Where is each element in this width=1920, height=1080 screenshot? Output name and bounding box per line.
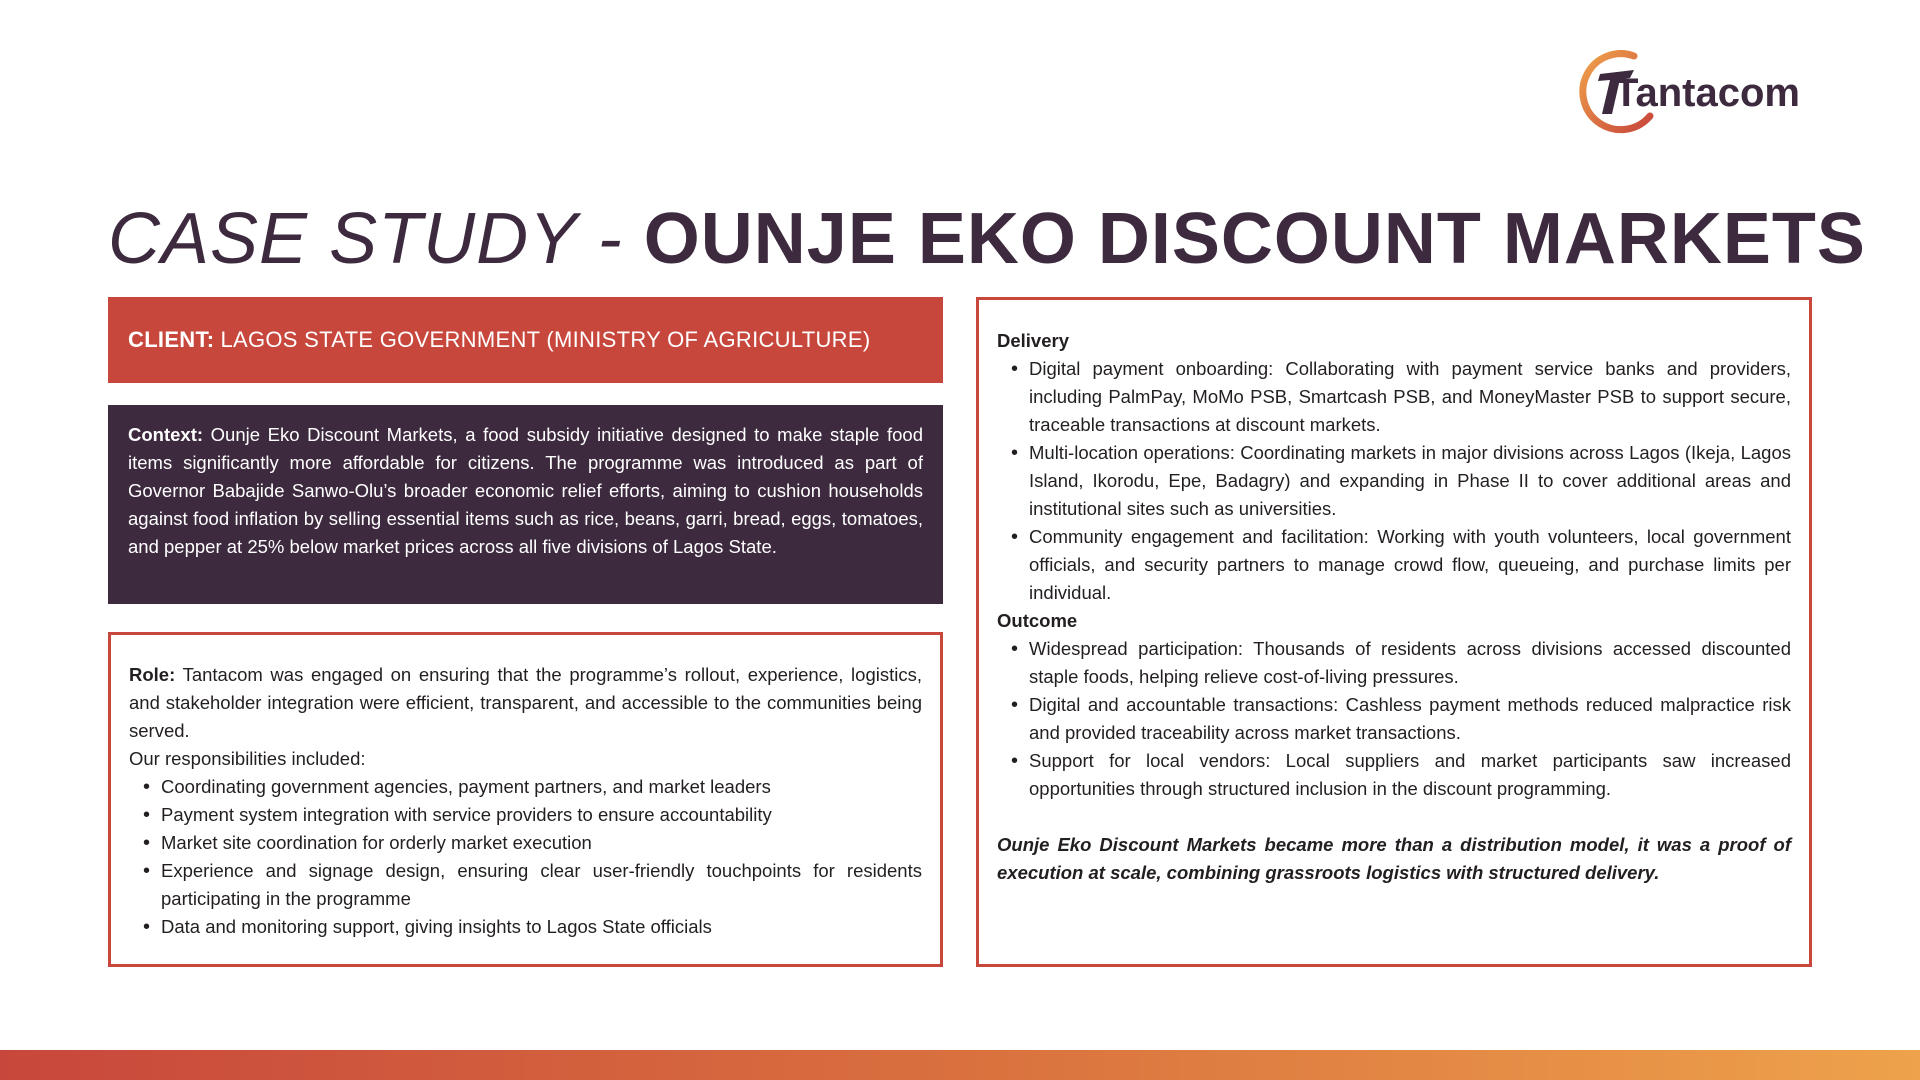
outcome-list [1011,635,1791,803]
outcome-heading: Outcome [997,610,1078,631]
role-box [108,632,943,967]
list-item: • Digital and accountable transactions: Cashless payment methods reduced malpractice risk and provided traceability across market transactions. [1011,691,1791,747]
client-label: CLIENT: [128,327,215,352]
list-item: • Payment system integration with service providers to ensure accountability [143,801,922,829]
delivery-list [1011,355,1791,607]
page-title [108,196,1866,282]
client-banner [108,297,943,383]
context-box [108,405,943,604]
role-label: Role: [129,664,176,685]
responsibilities-list [143,773,922,941]
tantacom-logo [1576,48,1814,138]
role-paragraph [129,661,922,745]
title-prefix: CASE STUDY - [108,199,644,279]
list-item: • Coordinating government agencies, payment partners, and market leaders [143,773,922,801]
list-item: • Data and monitoring support, giving insights to Lagos State officials [143,913,922,941]
context-text: Ounje Eko Discount Markets, a food subsidy initiative designed to make staple food items significantly more affordable for citizens. The programme was introduced as part of Governor Babajide Sanwo-Olu’s broader economic relief efforts, aiming to cushion households against food inflation by selling essential items such as rice, beans, garri, bread, eggs, tomatoes, and pepper at 25% below market prices across all five divisions of Lagos State. [128,424,923,557]
role-text: Tantacom was engaged on ensuring that the programme’s rollout, experience, logistics, and stakeholder integration were efficient, transparent, and accessible to the communities being served. [129,664,922,741]
logo-wordmark: Tantacom [1614,71,1800,115]
title-main: OUNJE EKO DISCOUNT MARKETS [643,199,1866,279]
context-label: Context: [128,424,204,445]
list-item: • Market site coordination for orderly market execution [143,829,922,857]
responsibilities-intro: Our responsibilities included: [129,748,366,769]
delivery-outcome-box [976,297,1812,967]
summary-statement: Ounje Eko Discount Markets became more than a distribution model, it was a proof of execution at scale, combining grassroots logistics with structured delivery. [997,834,1791,883]
list-item: • Community engagement and facilitation: Working with youth volunteers, local government officials, and security partners to manage crowd flow, queueing, and purchase limits per individual. [1011,523,1791,607]
list-item: • Experience and signage design, ensuring clear user-friendly touchpoints for residents participating in the programme [143,857,922,913]
spacer [997,803,1791,831]
list-item: • Support for local vendors: Local suppliers and market participants saw increased opportunities through structured inclusion in the discount programming. [1011,747,1791,803]
footer-gradient-bar [0,1050,1920,1080]
list-item: • Multi-location operations: Coordinating markets in major divisions across Lagos (Ikeja, Lagos Island, Ikorodu, Epe, Badagry) and expanding in Phase II to cover additional areas and institutional sites such as universities. [1011,439,1791,523]
list-item: • Widespread participation: Thousands of residents across divisions accessed discounted staple foods, helping relieve cost-of-living pressures. [1011,635,1791,691]
tantacom-logo-mark [1576,48,1814,138]
delivery-heading: Delivery [997,330,1069,351]
client-value: LAGOS STATE GOVERNMENT (MINISTRY OF AGRICULTURE) [220,327,871,352]
list-item: • Digital payment onboarding: Collaborating with payment service banks and providers, including PalmPay, MoMo PSB, Smartcash PSB, and MoneyMaster PSB to support secure, traceable transactions at discount markets. [1011,355,1791,439]
